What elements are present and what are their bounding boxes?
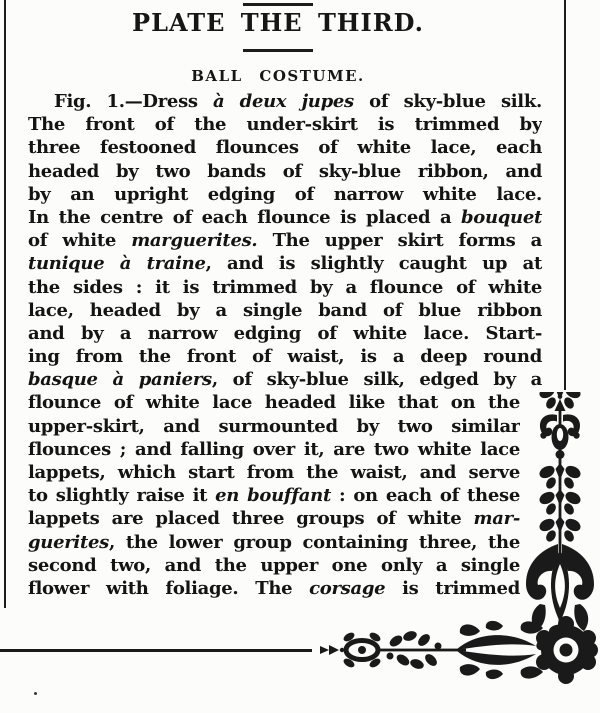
text-segment: mar- bbox=[473, 508, 520, 530]
text-line bbox=[28, 90, 542, 113]
text-line bbox=[28, 507, 520, 530]
text-line bbox=[28, 461, 520, 484]
text-segment: lappets are placed three groups of white bbox=[28, 508, 474, 530]
text-segment: tunique à traine bbox=[28, 253, 206, 275]
text-segment: basque à paniers bbox=[28, 369, 212, 391]
text-segment: : on each of these bbox=[330, 485, 520, 507]
text-line bbox=[28, 183, 542, 206]
text-line bbox=[28, 391, 520, 414]
text-segment: to slightly raise it bbox=[28, 485, 216, 507]
text-segment: the sides : it is trimmed by a flounce of white bbox=[28, 276, 542, 298]
text-line bbox=[28, 276, 542, 299]
text-segment: of white bbox=[28, 230, 132, 252]
ink-dot-artifact bbox=[34, 692, 37, 695]
floral-column-ornament bbox=[518, 392, 600, 654]
text-segment: bouquet bbox=[460, 206, 542, 228]
text-segment: is trimmed bbox=[385, 577, 520, 599]
text-segment: Fig. 1.—Dress bbox=[54, 91, 214, 112]
text-segment: marguerites. bbox=[131, 230, 258, 252]
text-segment: lappets, which start from the waist, and serve bbox=[28, 462, 520, 483]
text-line bbox=[28, 531, 520, 554]
text-segment: second two, and the upper one only a single bbox=[28, 554, 520, 576]
section-heading: BALL COSTUME. bbox=[191, 67, 365, 85]
text-line bbox=[28, 484, 520, 507]
text-segment: ing from the front of waist, is a deep round bbox=[28, 346, 542, 368]
text-line bbox=[28, 322, 542, 345]
text-segment: flounce of white lace headed like that on the bbox=[28, 392, 520, 414]
text-segment: upper-skirt, and surmounted by two similar bbox=[28, 415, 520, 437]
text-segment: by an upright edging of narrow white lace. bbox=[28, 183, 542, 205]
text-segment: en bouffant bbox=[215, 485, 331, 507]
body-paragraph bbox=[28, 90, 544, 600]
text-segment: corsage bbox=[309, 577, 386, 599]
text-line bbox=[28, 554, 520, 577]
left-border-rule bbox=[4, 0, 6, 608]
text-segment: , and is slightly caught up at bbox=[205, 253, 542, 275]
text-line bbox=[28, 299, 542, 322]
text-segment: In the centre of each flounce is placed a bbox=[28, 206, 461, 228]
text-line bbox=[28, 415, 520, 438]
text-segment: of sky-blue silk. bbox=[353, 91, 542, 112]
right-border-rule bbox=[564, 0, 566, 390]
text-segment: , of sky-blue silk, edged by a bbox=[211, 369, 542, 391]
text-segment: three festooned flounces of white lace, each bbox=[28, 137, 542, 159]
heading-rule-top bbox=[243, 3, 313, 6]
text-segment: guerites bbox=[28, 531, 109, 553]
text-line bbox=[28, 136, 542, 159]
text-segment: The front of the under-skirt is trimmed by bbox=[28, 114, 542, 136]
text-line bbox=[28, 160, 542, 183]
text-segment: , the lower group containing three, the bbox=[108, 531, 520, 553]
text-segment: flounces ; and falling over it, are two white lace bbox=[28, 438, 520, 460]
text-line bbox=[28, 229, 542, 252]
text-segment: à deux jupes bbox=[213, 91, 354, 112]
floral-tailpiece-ornament bbox=[318, 616, 600, 708]
bottom-rule bbox=[0, 649, 312, 652]
text-line bbox=[28, 206, 542, 229]
text-line bbox=[28, 438, 520, 461]
text-line bbox=[28, 368, 542, 391]
text-segment: headed by two bands of sky-blue ribbon, and bbox=[28, 160, 542, 182]
text-line bbox=[28, 113, 542, 136]
text-segment: The upper skirt forms a bbox=[257, 230, 542, 252]
text-segment: and by a narrow edging of white lace. Start- bbox=[28, 322, 542, 344]
heading-rule-bottom bbox=[243, 49, 313, 52]
text-line bbox=[28, 345, 542, 368]
text-line bbox=[28, 252, 542, 275]
text-segment: flower with foliage. The bbox=[28, 577, 310, 599]
plate-heading: PLATE THE THIRD. bbox=[132, 8, 424, 37]
text-line bbox=[28, 577, 520, 600]
text-segment: lace, headed by a single band of blue ribbon bbox=[28, 299, 542, 321]
